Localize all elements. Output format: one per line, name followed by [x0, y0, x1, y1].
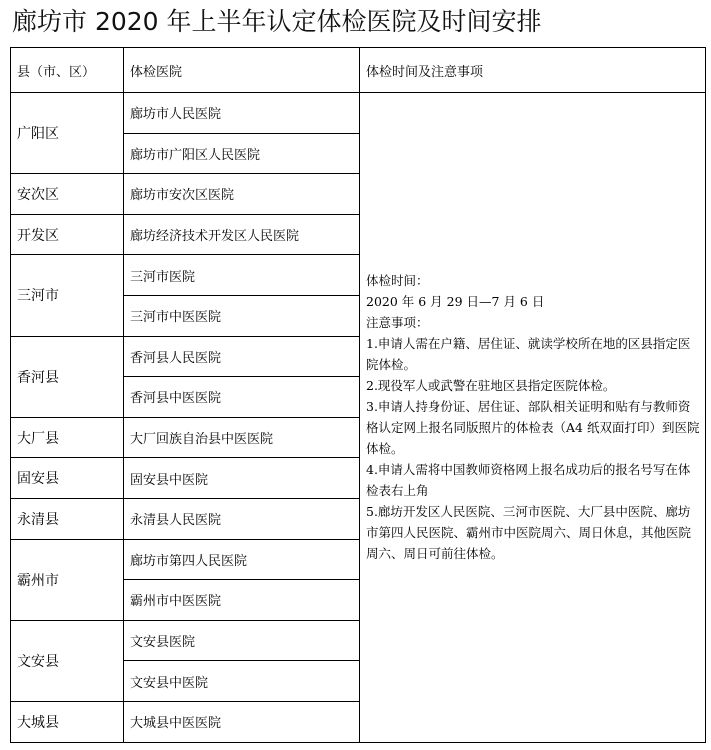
table-header-row — [11, 48, 706, 93]
hospital-cell: 文安县中医院 — [124, 661, 360, 702]
county-cell: 固安县 — [11, 458, 124, 499]
hospital-cell: 大厂回族自治县中医医院 — [124, 417, 360, 458]
county-cell: 香河县 — [11, 336, 124, 417]
hospital-cell: 文安县医院 — [124, 620, 360, 661]
hospital-cell: 廊坊市第四人民医院 — [124, 539, 360, 580]
hospital-schedule-table — [10, 47, 706, 743]
hospital-cell: 廊坊市安次区医院 — [124, 174, 360, 215]
note-item: 5.廊坊开发区人民医院、三河市医院、大厂县中医院、廊坊市第四人民医院、霸州市中医院周六、周日休息，其他医院周六、周日可前往体检。 — [366, 504, 692, 562]
header-time-notes: 体检时间及注意事项 — [360, 48, 706, 93]
exam-time-value: 2020 年 6 月 29 日—7 月 6 日 — [366, 294, 545, 310]
county-cell: 开发区 — [11, 214, 124, 255]
county-cell: 安次区 — [11, 174, 124, 215]
notes-label: 注意事项： — [366, 315, 429, 331]
county-cell: 霸州市 — [11, 539, 124, 620]
hospital-cell: 大城县中医医院 — [124, 701, 360, 742]
header-county: 县（市、区） — [11, 48, 124, 93]
hospital-cell: 三河市中医医院 — [124, 295, 360, 336]
exam-time-label: 体检时间： — [366, 273, 429, 289]
county-cell: 永清县 — [11, 498, 124, 539]
note-item: 4.申请人需将中国教师资格网上报名成功后的报名号写在体检表右上角 — [366, 462, 691, 499]
hospital-cell: 霸州市中医医院 — [124, 580, 360, 621]
header-hospital: 体检医院 — [124, 48, 360, 93]
hospital-cell: 香河县人民医院 — [124, 336, 360, 377]
page-title: 廊坊市 2020 年上半年认定体检医院及时间安排 — [12, 7, 542, 36]
hospital-cell: 固安县中医院 — [124, 458, 360, 499]
table-row — [11, 93, 706, 134]
hospital-cell: 廊坊经济技术开发区人民医院 — [124, 214, 360, 255]
county-cell: 三河市 — [11, 255, 124, 336]
time-notes-cell — [360, 93, 706, 743]
county-cell: 广阳区 — [11, 93, 124, 174]
hospital-cell: 三河市医院 — [124, 255, 360, 296]
hospital-cell: 香河县中医医院 — [124, 377, 360, 418]
note-item: 1.申请人需在户籍、居住证、就读学校所在地的区县指定医院体检。 — [366, 336, 691, 373]
county-cell: 大厂县 — [11, 417, 124, 458]
hospital-cell: 永清县人民医院 — [124, 498, 360, 539]
note-item: 2.现役军人或武警在驻地区县指定医院体检。 — [366, 378, 616, 394]
note-item: 3.申请人持身份证、居住证、部队相关证明和贴有与教师资格认定网上报名同版照片的体检表（A4 纸双面打印）到医院体检。 — [366, 399, 700, 457]
hospital-cell: 廊坊市人民医院 — [124, 93, 360, 134]
hospital-cell: 廊坊市广阳区人民医院 — [124, 133, 360, 174]
county-cell: 大城县 — [11, 701, 124, 742]
county-cell: 文安县 — [11, 620, 124, 701]
